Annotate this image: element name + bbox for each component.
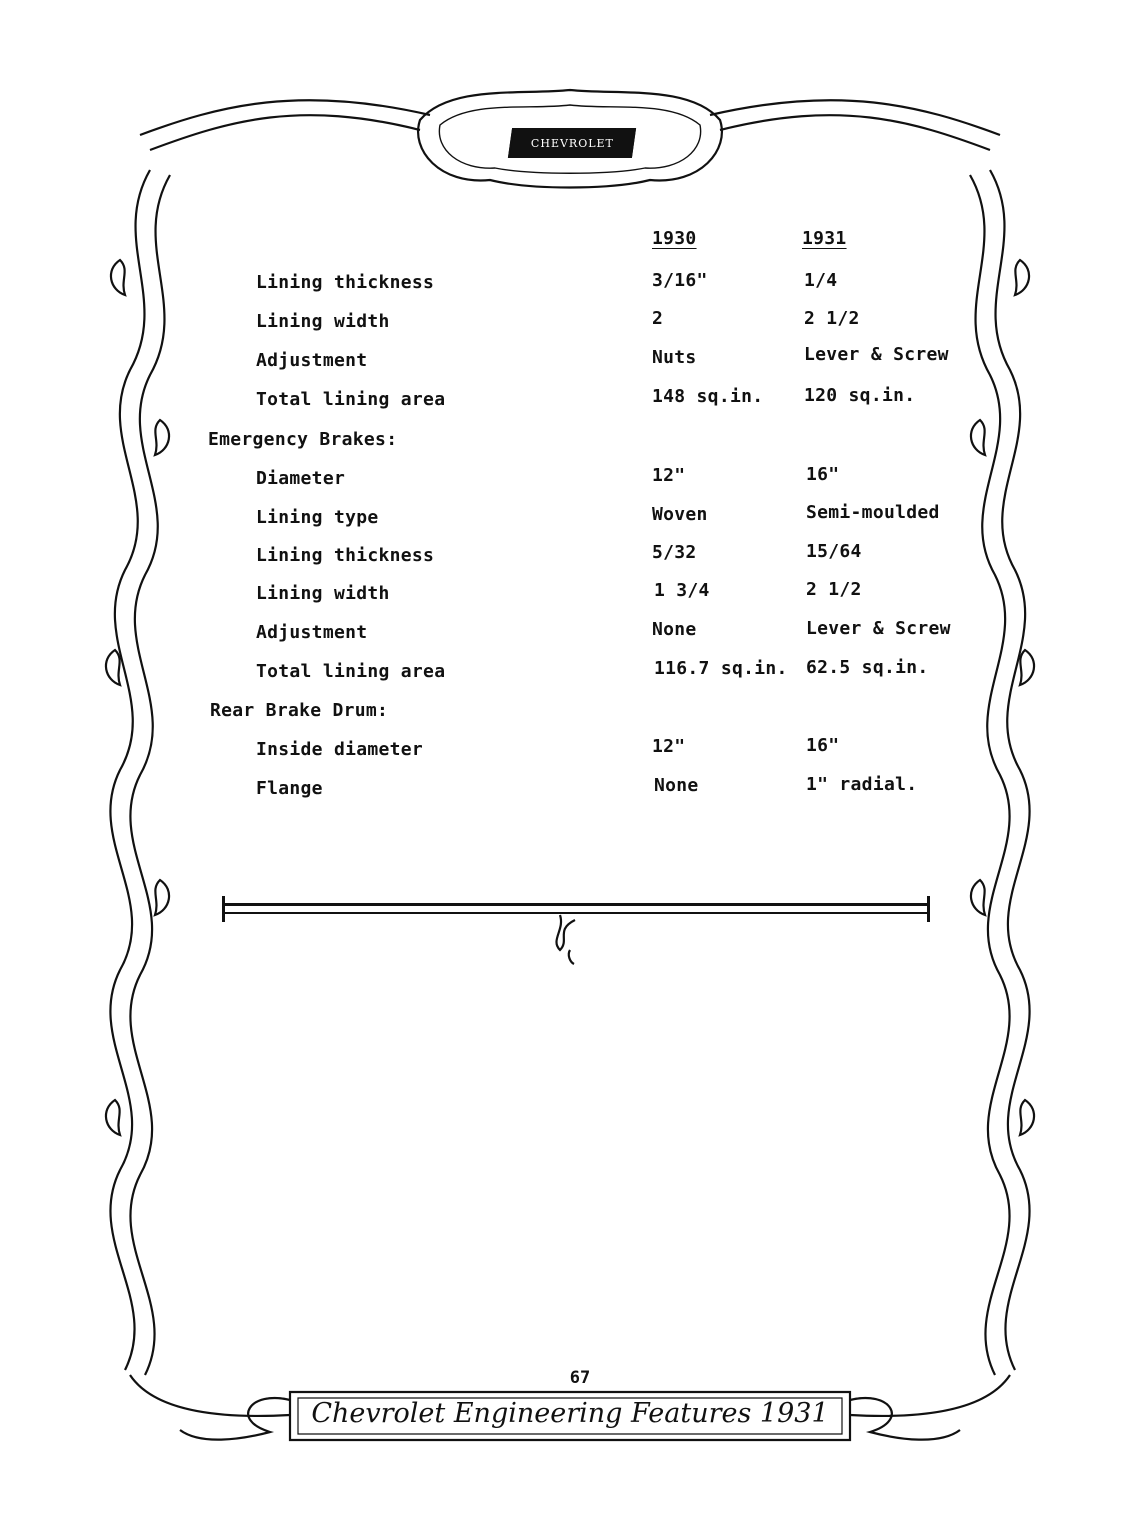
row-value-1931: Lever & Screw (806, 618, 951, 639)
row-label: Total lining area (256, 389, 446, 410)
row-value-1930: 12" (652, 465, 686, 486)
row-label: Diameter (256, 468, 346, 489)
row-label: Lining width (256, 311, 390, 332)
row-label: Inside diameter (256, 739, 424, 760)
row-value-1931: 15/64 (806, 541, 862, 562)
row-value-1931: 16" (806, 735, 840, 756)
row-value-1930: 1 3/4 (654, 580, 710, 601)
row-label: Adjustment (256, 622, 368, 643)
section-heading: Emergency Brakes: (208, 429, 398, 450)
row-value-1930: None (652, 619, 697, 640)
row-label: Lining thickness (256, 545, 435, 566)
row-value-1930: Woven (652, 504, 708, 525)
row-value-1930: Nuts (652, 347, 697, 368)
row-value-1930: None (654, 775, 699, 796)
page-number: 67 (569, 1368, 591, 1388)
chevrolet-logo: CHEVROLET (508, 128, 636, 158)
row-value-1931: 2 1/2 (804, 308, 860, 329)
row-value-1931: 16" (806, 464, 840, 485)
row-value-1931: Lever & Screw (804, 344, 949, 365)
row-value-1931: 120 sq.in. (804, 385, 916, 406)
section-heading: Rear Brake Drum: (210, 700, 389, 721)
row-value-1931: 1/4 (804, 270, 838, 291)
footer-title: Chevrolet Engineering Features 1931 (311, 1398, 829, 1429)
column-header-1930: 1930 (652, 228, 697, 249)
row-value-1930: 12" (652, 736, 686, 757)
row-value-1930: 3/16" (652, 270, 708, 291)
row-value-1931: 62.5 sq.in. (806, 657, 929, 678)
row-label: Flange (256, 778, 323, 799)
row-label: Lining width (256, 583, 390, 604)
row-label: Adjustment (256, 350, 368, 371)
row-label: Total lining area (256, 661, 446, 682)
row-value-1930: 116.7 sq.in. (654, 658, 788, 679)
row-value-1931: 2 1/2 (806, 579, 862, 600)
section-divider-rule (222, 903, 930, 914)
row-value-1930: 5/32 (652, 542, 697, 563)
row-label: Lining thickness (256, 272, 435, 293)
column-header-1931: 1931 (802, 228, 847, 249)
row-value-1930: 148 sq.in. (652, 386, 764, 407)
row-label: Lining type (256, 507, 379, 528)
row-value-1930: 2 (652, 308, 664, 329)
row-value-1931: Semi-moulded (806, 502, 940, 523)
row-value-1931: 1" radial. (806, 774, 918, 795)
